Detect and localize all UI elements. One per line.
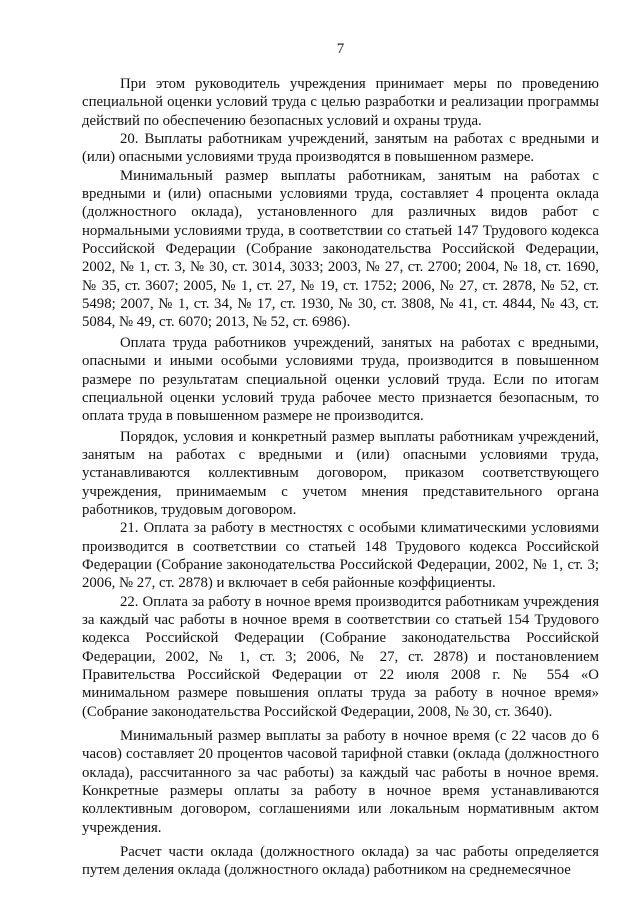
paragraph-clause-22: 22. Оплата за работу в ночное время производится работникам учреждения за каждый час работы в ночное время в соответствии со статьей 154 Трудового кодекса Российской Федерации (Собрание законодательства Российской Федерации, 2002, № 1, ст. 3; 2006, № 27, ст. 2878) и постановлением Правительства Российской Федерации от 22 июля 2008 г. № 554 «О минимальном размере повышения оплаты труда за работу в ночное время» (Собрание законодательства Российской Федерации, 2008, № 30, ст. 3640). [82, 593, 599, 720]
document-body [82, 75, 599, 880]
page-number: 7 [336, 41, 345, 57]
paragraph-increased-pay-assessment: Оплата труда работников учреждений, занятых на работах с вредными, опасными и иными особыми условиями труда, производится в повышенном размере по результатам специальной оценки условий труда. Если по итогам специальной оценки условий труда рабочее место признается безопасным, то оплата труда в повышенном размере не производится. [82, 334, 599, 425]
paragraph-night-work-minimum: Минимальный размер выплаты за работу в ночное время (с 22 часов до 6 часов) составляет 20 процентов часовой тарифной ставки (оклада (должностного оклада), рассчитанного за час работы) за каждый час работы в ночное время. Конкретные размеры оплаты за работу в ночное время устанавливаются коллективным договором, соглашениями или локальным нормативным актом учреждения. [82, 728, 599, 836]
paragraph-clause-21: 21. Оплата за работу в местностях с особыми климатическими условиями производится в соответствии со статьей 148 Трудового кодекса Российской Федерации (Собрание законодательства Российской Федерации, 2002, № 1, ст. 3; 2006, № 27, ст. 2878) и включает в себя районные коэффициенты. [82, 520, 599, 592]
paragraph-hourly-rate-calculation: Расчет части оклада (должностного оклада) за час работы определяется путем деления оклада (должностного оклада) работником на среднемесячное [82, 844, 599, 879]
paragraph-payment-procedure: Порядок, условия и конкретный размер выплаты работникам учреждений, занятым на работах с вредными и (или) опасными условиями труда, устанавливаются коллективным договором, приказом соответствующего учреждения, принимаемым с учетом мнения представительного органа работников, трудовым договором. [82, 428, 599, 518]
paragraph-clause-20: 20. Выплаты работникам учреждений, занятым на работах с вредными и (или) опасными условиями труда производятся в повышенном размере. [82, 131, 599, 166]
paragraph-minimum-payment-hazardous: Минимальный размер выплаты работникам, занятым на работах с вредными и (или) опасными условиями труда, составляет 4 процента оклада (должностного оклада), установленного для различных видов работ с нормальными условиями труда, в соответствии со статьей 147 Трудового кодекса Российской Федерации (Собрание законодательства Российской Федерации, 2002, № 1, ст. 3, № 30, ст. 3014, 3033; 2003, № 27, ст. 2700; 2004, № 18, ст. 1690, № 35, ст. 3607; 2005, № 1, ст. 27, № 19, ст. 1752; 2006, № 27, ст. 2878, № 52, ст. 5498; 2007, № 1, ст. 34, № 17, ст. 1930, № 30, ст. 3808, № 41, ст. 4844, № 43, ст. 5084, № 49, ст. 6070; 2013, № 52, ст. 6986). [82, 167, 599, 331]
paragraph-safety-measures: При этом руководитель учреждения принимает меры по проведению специальной оценки условий труда с целью разработки и реализации программы действий по обеспечению безопасных условий и охраны труда. [82, 76, 599, 129]
